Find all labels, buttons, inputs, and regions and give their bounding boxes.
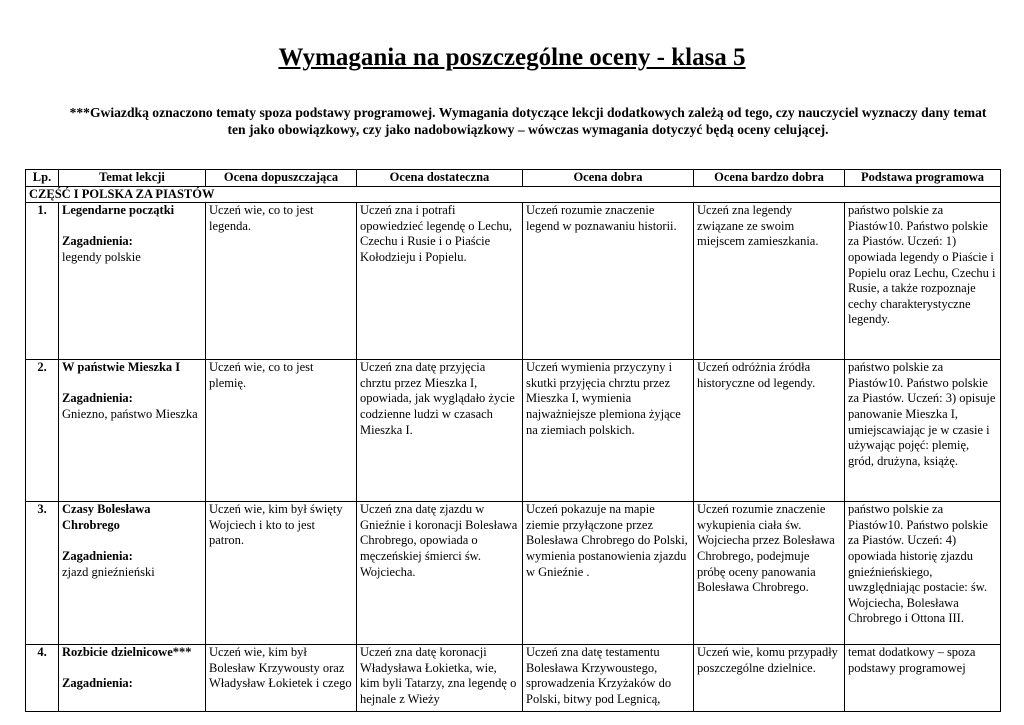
- section-row: [26, 186, 1001, 203]
- table-row: [26, 203, 1001, 360]
- topic-detail: legendy polskie: [62, 249, 141, 264]
- section-title: CZĘŚĆ I POLSKA ZA PIASTÓW: [26, 186, 1001, 203]
- topic-title: Rozbicie dzielnicowe***: [62, 645, 192, 660]
- topic-cell: [59, 360, 206, 502]
- topic-title: W państwie Mieszka I: [62, 360, 181, 375]
- requirements-table: [25, 169, 1001, 712]
- row-number: 1.: [26, 203, 59, 360]
- grade-5-cell: Uczeń odróżnia źródła historyczne od legendy.: [694, 360, 845, 502]
- grade-4-cell: Uczeń rozumie znaczenie legend w poznawaniu historii.: [523, 203, 694, 360]
- topic-cell: [59, 502, 206, 645]
- grade-3-cell: Uczeń zna datę koronacji Władysława Łokietka, wie, kim byli Tatarzy, zna legendę o hejnale z Wieży: [357, 645, 523, 712]
- grade-2-cell: Uczeń wie, kim był Bolesław Krzywousty oraz Władysław Łokietek i czego: [206, 645, 357, 712]
- grade-5-cell: Uczeń zna legendy związane ze swoim miejscem zamieszkania.: [694, 203, 845, 360]
- curriculum-cell: państwo polskie za Piastów10. Państwo polskie za Piastów. Uczeń: 3) opisuje panowanie Mieszka I, umiejscawiając je w czasie i używając pojęć: plemię, gród, drużyna, książę.: [845, 360, 1001, 502]
- grade-3-cell: Uczeń zna i potrafi opowiedzieć legendę o Lechu, Czechu i Rusie i o Piaście Kołodzieju i Popielu.: [357, 203, 523, 360]
- table-row: [26, 645, 1001, 712]
- grade-2-cell: Uczeń wie, co to jest legenda.: [206, 203, 357, 360]
- header-curriculum: Podstawa programowa: [845, 170, 1001, 187]
- intro-note: ***Gwiazdką oznaczono tematy spoza podstawy programowej. Wymagania dotyczące lekcji dodatkowych zależą od tego, czy nauczyciel wyznaczy dany temat ten jako obowiązkowy, czy jako nadobowiązkowy – wówczas wymagania dotyczyć będą oceny celującej.: [69, 105, 987, 137]
- grade-4-cell: Uczeń pokazuje na mapie ziemie przyłączone przez Bolesława Chrobrego do Polski, wymienia postanowienia zjazdu w Gnieźnie .: [523, 502, 694, 645]
- topic-label: Zagadnienia:: [62, 548, 133, 563]
- topic-label: Zagadnienia:: [62, 676, 133, 691]
- header-lp: Lp.: [26, 170, 59, 187]
- topic-label: Zagadnienia:: [62, 391, 133, 406]
- topic-detail: Gniezno, państwo Mieszka: [62, 406, 198, 421]
- grade-2-cell: Uczeń wie, co to jest plemię.: [206, 360, 357, 502]
- table-row: [26, 360, 1001, 502]
- topic-label: Zagadnienia:: [62, 234, 133, 249]
- curriculum-cell: państwo polskie za Piastów10. Państwo polskie za Piastów. Uczeń: 1) opowiada legendy o Piaście i Popielu oraz Lechu, Czechu i Rusie, a także rozpoznaje cechy charakterystyczne legendy.: [845, 203, 1001, 360]
- row-number: 3.: [26, 502, 59, 645]
- grade-5-cell: Uczeń wie, komu przypadły poszczególne dzielnice.: [694, 645, 845, 712]
- topic-title: Czasy Bolesława Chrobrego: [62, 502, 151, 532]
- topic-cell: [59, 203, 206, 360]
- curriculum-cell: temat dodatkowy – spoza podstawy programowej: [845, 645, 1001, 712]
- grade-3-cell: Uczeń zna datę przyjęcia chrztu przez Mieszka I, opowiada, jak wyglądało życie codzienne ludzi w czasach Mieszka I.: [357, 360, 523, 502]
- page-title: Wymagania na poszczególne oceny - klasa 5: [278, 44, 746, 71]
- grade-2-cell: Uczeń wie, kim był święty Wojciech i kto to jest patron.: [206, 502, 357, 645]
- table-row: [26, 502, 1001, 645]
- header-grade-4: Ocena dobra: [523, 170, 694, 187]
- topic-detail: zjazd gnieźnieński: [62, 564, 155, 579]
- header-grade-2: Ocena dopuszczająca: [206, 170, 357, 187]
- header-grade-5: Ocena bardzo dobra: [694, 170, 845, 187]
- topic-title: Legendarne początki: [62, 203, 175, 218]
- curriculum-cell: państwo polskie za Piastów10. Państwo polskie za Piastów. Uczeń: 4) opowiada historię zjazdu gnieźnieńskiego, uwzględniając postacie: św. Wojciecha, Bolesława Chrobrego i Ottona III.: [845, 502, 1001, 645]
- grade-4-cell: Uczeń wymienia przyczyny i skutki przyjęcia chrztu przez Mieszka I, wymienia najważniejsze plemiona żyjące na ziemiach polskich.: [523, 360, 694, 502]
- row-number: 2.: [26, 360, 59, 502]
- grade-5-cell: Uczeń rozumie znaczenie wykupienia ciała św. Wojciecha przez Bolesława Chrobrego, podejmuje próbę oceny panowania Bolesława Chrobrego.: [694, 502, 845, 645]
- table-header-row: [26, 170, 1001, 187]
- row-number: 4.: [26, 645, 59, 712]
- header-topic: Temat lekcji: [59, 170, 206, 187]
- grade-4-cell: Uczeń zna datę testamentu Bolesława Krzywoustego, sprowadzenia Krzyżaków do Polski, bitwy pod Legnicą,: [523, 645, 694, 712]
- topic-cell: [59, 645, 206, 712]
- grade-3-cell: Uczeń zna datę zjazdu w Gnieźnie i koronacji Bolesława Chrobrego, opowiada o męczeńskiej śmierci św. Wojciecha.: [357, 502, 523, 645]
- header-grade-3: Ocena dostateczna: [357, 170, 523, 187]
